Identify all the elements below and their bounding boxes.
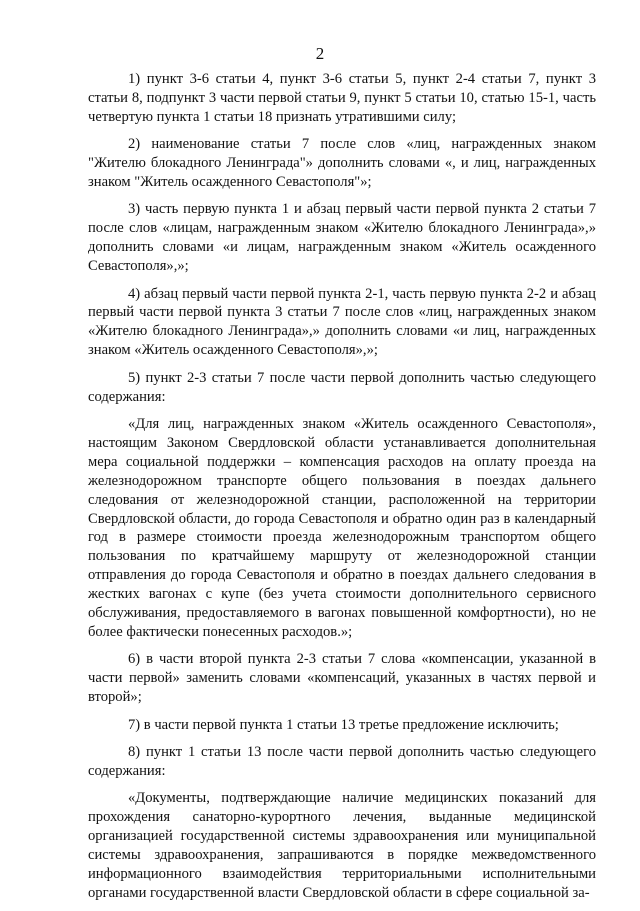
paragraph-item-2: 2) наименование статьи 7 после слов «лиц, награжденных знаком "Жителю блокадного Ленинграда"» дополнить словами «, и лиц, награжденных знаком "Житель осажденного Севастополя"»; xyxy=(88,136,596,191)
paragraph-item-3: 3) часть первую пункта 1 и абзац первый части первой пункта 2 статьи 7 после слов «лицам, награжденным знаком «Жителю блокадного Ленинграда»,» дополнить словами «и лицам, награжденным знаком «Житель осажденного Севастополя»,»; xyxy=(88,201,596,275)
paragraph-item-5: 5) пункт 2-3 статьи 7 после части первой дополнить частью следующего содержания: xyxy=(88,369,596,405)
paragraph-item-7: 7) в части первой пункта 1 статьи 13 третье предложение исключить; xyxy=(128,716,559,733)
paragraph-item-6: 6) в части второй пункта 2-3 статьи 7 слова «компенсации, указанной в части первой» заменить словами «компенсаций, указанных в частях первой и второй»; xyxy=(88,651,596,706)
paragraph-item-8: 8) пункт 1 статьи 13 после части первой дополнить частью следующего содержания: xyxy=(88,744,596,779)
paragraph-item-1: 1) пункт 3-6 статьи 4, пункт 3-6 статьи 5, пункт 2-4 статьи 7, пункт 3 статьи 8, подпункт 3 части первой статьи 9, пункт 5 статьи 10, статью 15-1, часть четвертую пункта 1 статьи 18 признать утратившими силу; xyxy=(88,71,596,125)
document-body xyxy=(88,70,596,911)
quoted-amendment-sevastopol: «Для лиц, награжденных знаком «Житель осажденного Севастополя», настоящим Законом Свердловской области устанавливается дополнительная мера социальной поддержки – компенсация расходов на оплату проезда на железнодорожном транспорте общего пользования в поездах дальнего следования от железнодорожной станции, расположенной на территории Свердловской области, до города Севастополя и обратно один раз в календарный год в размере стоимости проезда железнодорожным транспортом общего пользования по кратчайшему маршруту от железнодорожной станции отправления до города Севастополя и обратно в поездах дальнего следования в жестких вагонах с купе (без учета стоимости дополнительного сервисного обслуживания, предоставляемого в вагонах повышенной комфортности), но не более фактически понесенных расходов.»; xyxy=(88,416,596,640)
paragraph-item-4: 4) абзац первый части первой пункта 2-1, часть первую пункта 2-2 и абзац первый части первой пункта 3 статьи 7 после слов «лиц, награжденных знаком «Жителю блокадного Ленинграда»,» дополнить словами «и лиц, награжденных знаком «Житель осажденного Севастополя»,»; xyxy=(88,285,596,359)
page-number: 2 xyxy=(315,44,325,63)
quoted-amendment-medical-documents: «Документы, подтверждающие наличие медицинских показаний для прохождения санаторно-курортного лечения, выданные медицинской организацией государственной системы здравоохранения или муниципальной системы здравоохранения, запрашиваются в порядке межведомственного информационного взаимодействия территориальными исполнительными органами государственной власти Свердловской области в сфере социальной за- xyxy=(88,790,596,901)
